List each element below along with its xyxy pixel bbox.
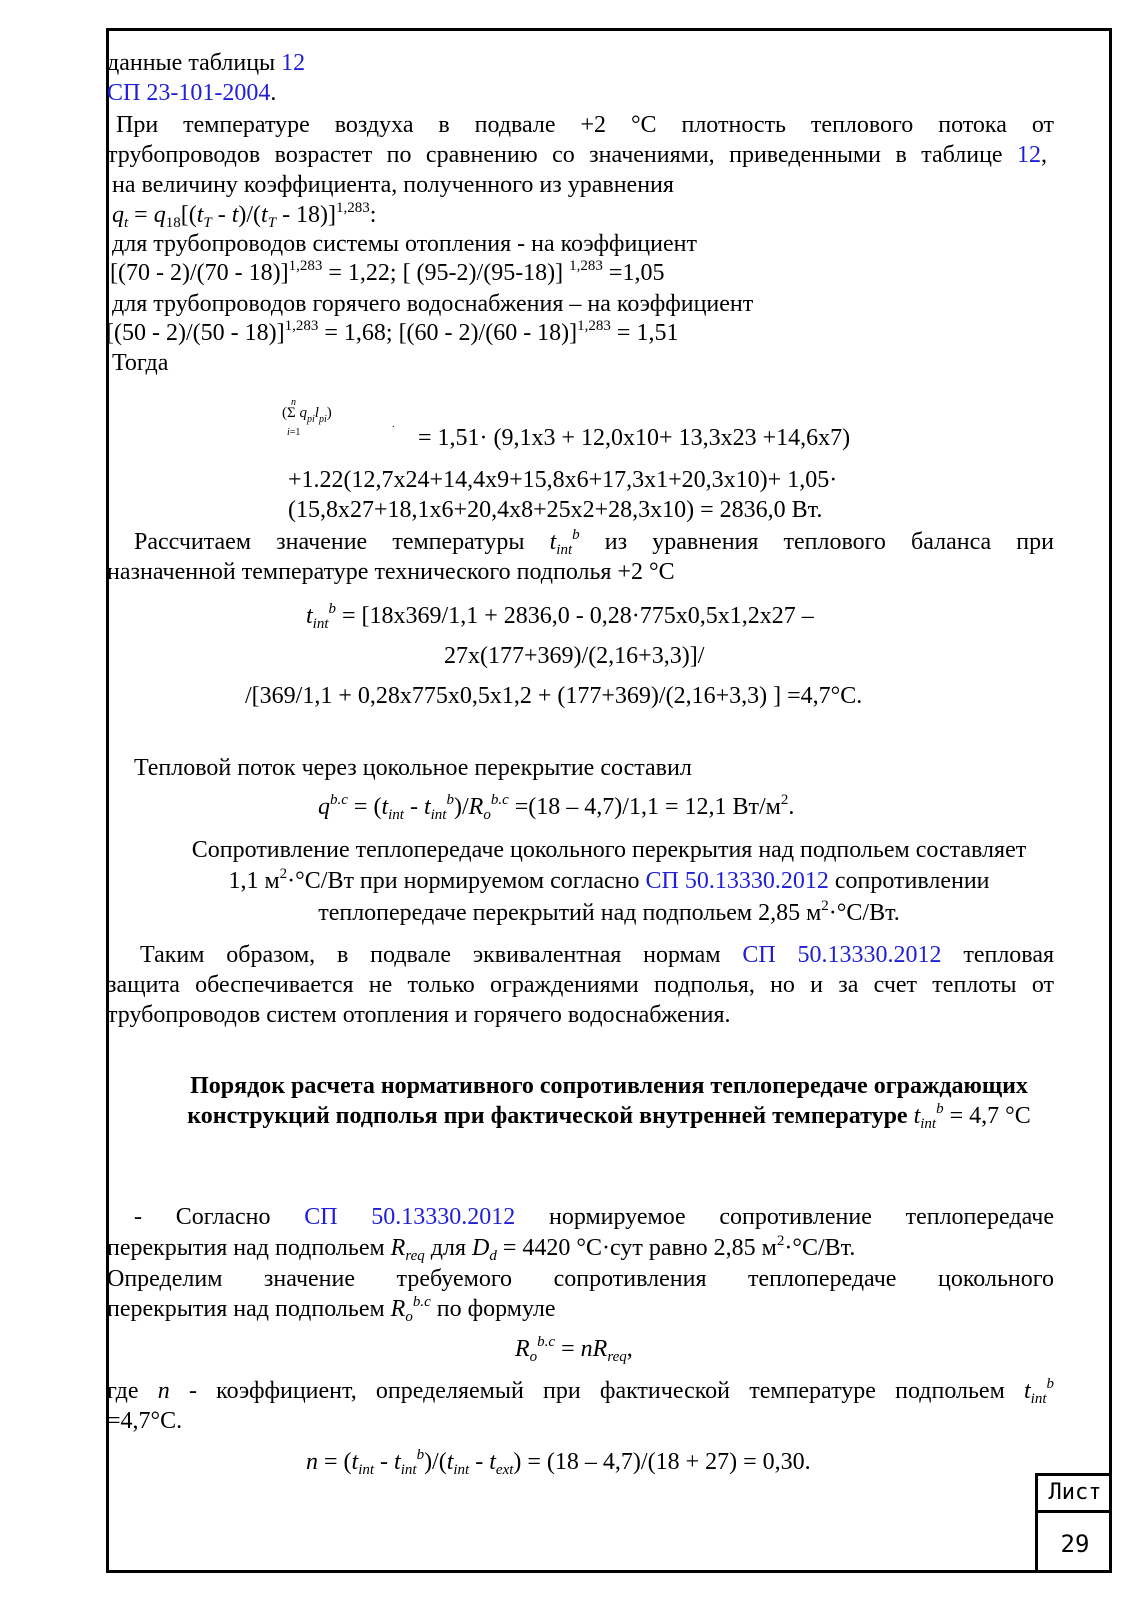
formula-qt: $q_t = q_{18}[(t_T - t)/(t_T - 18)]^{1,283}$:	[112, 200, 377, 231]
table-link[interactable]: 12	[281, 50, 306, 76]
sheet-number: 29	[1060, 1530, 1090, 1558]
text-line: данные таблицы 12	[107, 50, 306, 76]
text-line: назначенной температуре технического подполья +2 °С	[107, 559, 675, 585]
formula-line: /[369/1,1 + 0,28x775x0,5x1,2 + (177+369)/(2,16+3,3) ] =4,7°С.	[245, 683, 863, 709]
paragraph-line: - Согласно СП 50.13330.2012 нормируемое сопротивление теплопередаче	[134, 1204, 1055, 1230]
text-line: =4,7°С.	[107, 1408, 183, 1434]
text-line: Сопротивление теплопередаче цокольного перекрытия над подпольем составляет	[191, 837, 1027, 863]
paragraph-line: При температуре воздуха в подвале +2 °С плотность теплового потока от	[116, 112, 1054, 138]
text-line: перекрытия над подпольем $R_{req}$ для $D_d = 4420$ °С·сут равно 2,85 $м^2\cdot^\circ С/Вт$.	[107, 1233, 856, 1264]
paragraph-line: Определим значение требуемого сопротивления теплопередаче цокольного	[107, 1266, 1054, 1292]
text-line: теплопередаче перекрытий над подпольем 2,85 $м^2\cdot^\circ С/Вт$.	[318, 898, 900, 926]
text-line: 1,1 $м^2\cdot^\circ С/Вт$ при нормируемом согласно СП 50.13330.2012 сопротивлении	[228, 866, 990, 894]
paragraph-line: Рассчитаем значение температуры $t_{int}^b$ из уравнения теплового баланса при	[134, 527, 1054, 558]
text-line: трубопроводов систем отопления и горячего водоснабжения.	[107, 1002, 731, 1028]
paragraph-line: Таким образом, в подвале эквивалентная нормам СП 50.13330.2012 тепловая	[140, 942, 1055, 968]
formula-line: +1.22(12,7x24+14,4x9+15,8x6+17,3x1+20,3x10)+ 1,05·	[288, 467, 838, 493]
table-link[interactable]: 12	[1017, 142, 1041, 168]
section-heading: конструкций подполья при фактической внутренней температуре $t_{int}^b = 4,7$ °С	[187, 1101, 1031, 1132]
formula-line: $n = (t_{int} - t_{int}^b)/(t_{int} - t_{ext}) = (18 - 4,7)/(18 + 27) = 0,30$.	[306, 1447, 811, 1478]
sp-23-101-link[interactable]: СП 23-101-2004	[107, 80, 271, 106]
paragraph-line: где n - коэффициент, определяемый при фактической температуре подпольем $t_{int}^b$	[107, 1376, 1054, 1407]
text-line: Тепловой поток через цокольное перекрытие составил	[134, 755, 692, 781]
text-line: СП 23-101-2004.	[107, 80, 277, 106]
formula-line: [(70 - 2)/(70 - 18)]$^{1,283}$ = 1,22; [ (95-2)/(95-18)] $^{1,283}$ =1,05	[110, 258, 665, 286]
formula-line: = 1,51· (9,1x3 + 12,0x10+ 13,3x23 +14,6x7)	[418, 425, 851, 451]
text-line: перекрытия над подпольем $R_o^{b.c}$ по формуле	[107, 1294, 556, 1325]
text-line: для трубопроводов горячего водоснабжения – на коэффициент	[112, 291, 754, 317]
sp-50-link[interactable]: СП 50.13330.2012	[645, 868, 829, 894]
paragraph-line: защита обеспечивается не только ограждениями подполья, но и за счет теплоты от	[107, 972, 1054, 998]
formula-line: $t_{int}^b = [18x369/1,1 + 2836,0 - 0,28\cdot 775x0,5x1,2x27$ –	[306, 601, 814, 632]
paragraph-line: трубопроводов возрастет по сравнению со значениями, приведенными в таблице 12,	[107, 142, 1047, 168]
formula-line: $q^{b.c} = (t_{int} - t_{int}^b)/R_o^{b.c} =(18 - 4,7)/1,1 = 12,1$ $Вт/м^2$.	[318, 792, 795, 823]
text-line: Тогда	[112, 350, 169, 376]
sp-50-link[interactable]: СП 50.13330.2012	[742, 942, 942, 968]
sheet-label: Лист	[1038, 1476, 1112, 1513]
section-heading: Порядок расчета нормативного сопротивления теплопередаче ограждающих	[190, 1073, 1028, 1099]
formula-line: (15,8x27+18,1x6+20,4x8+25x2+28,3x10) = 2836,0 Вт.	[288, 497, 823, 523]
sp-50-link[interactable]: СП 50.13330.2012	[304, 1204, 516, 1230]
formula-line: $R_o^{b.c} = nR_{req}$,	[515, 1334, 633, 1365]
formula-line: [(50 - 2)/(50 - 18)]$^{1,283}$ = 1,68; [(60 - 2)/(60 - 18)]$^{1,283}$ = 1,51	[106, 318, 679, 346]
text-line: на величину коэффициента, полученного из уравнения	[112, 172, 674, 198]
text-line: для трубопроводов системы отопления - на коэффициент	[112, 231, 697, 257]
sheet-stamp	[1035, 1473, 1112, 1573]
formula-line: 27x(177+369)/(2,16+3,3)]/	[444, 643, 705, 669]
